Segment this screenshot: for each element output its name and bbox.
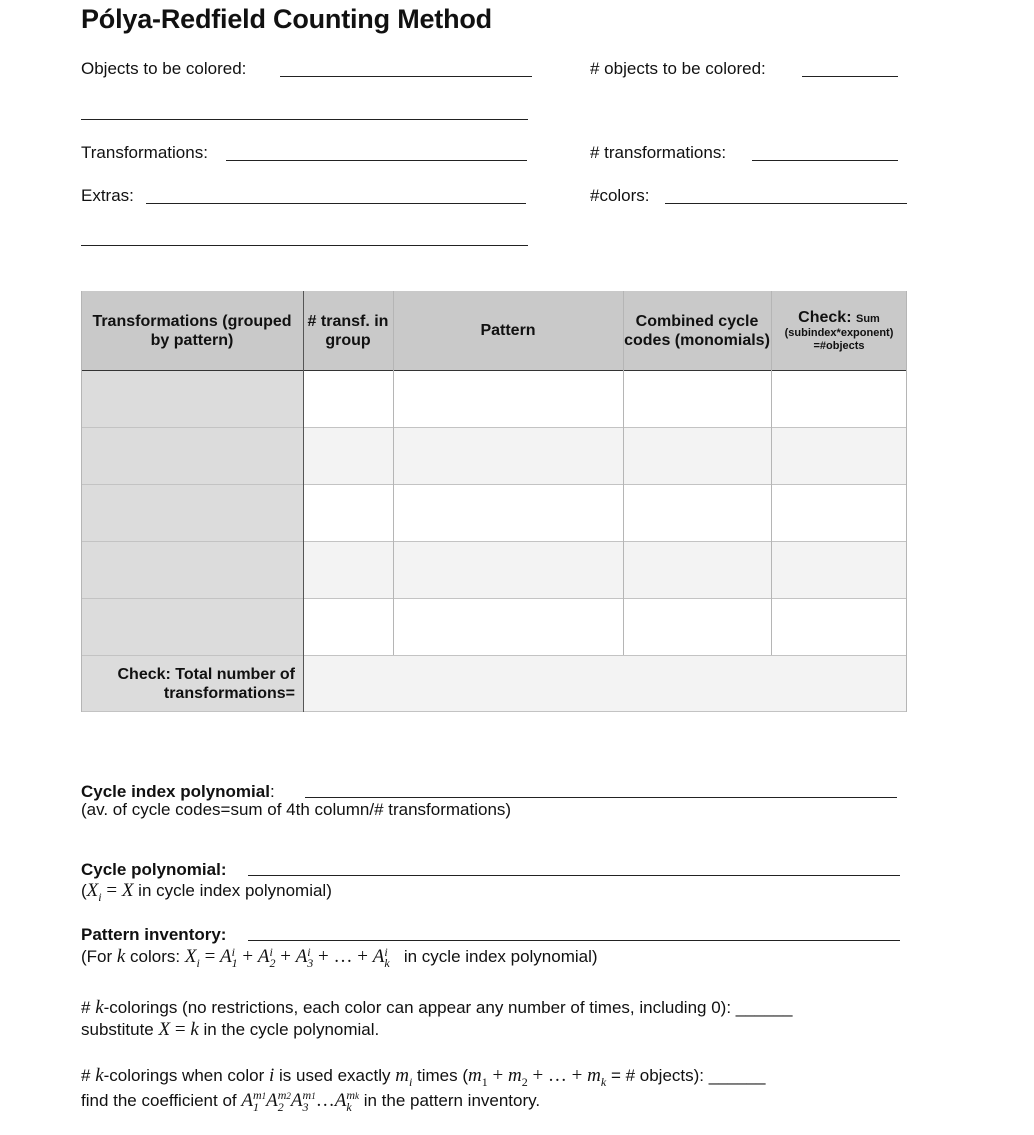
row-divider [81,598,907,599]
header-combined-cycle-codes: Combined cycle codes (monomials) [623,291,771,370]
row-divider [81,484,907,485]
header-divider [81,370,907,371]
header-check-sum: Sum [855,313,880,325]
k-colorings-prefix: # [81,998,96,1017]
row-divider [81,655,907,656]
row-divider [81,541,907,542]
table-left-border [81,291,82,712]
pattern-inventory-note-end: in cycle index polynomial) [403,947,598,966]
row-divider [81,427,907,428]
objects-to-be-colored-label: Objects to be colored: [81,59,247,78]
k-colorings-line2: substitute X = k in the cycle polynomial. [81,1019,380,1040]
table-right-border [906,291,907,712]
column-divider [393,291,394,655]
k-colorings-substitute: substitute [81,1020,159,1039]
m-colorings-find: find the coefficient of [81,1091,242,1110]
cycle-index-blank[interactable] [305,797,897,798]
table-bottom-border [81,711,907,712]
extras-blank[interactable] [146,203,526,204]
transformations-column-body [81,370,303,655]
footer-total-cell[interactable] [303,655,907,712]
num-colors-label: #colors: [590,186,650,205]
header-check-detail: (subindex*exponent) =#objects [784,327,894,352]
m-colorings-line2: find the coefficient of Am1 1 Am2 2 Am1 3 …Amk k in the pattern inventory. [81,1088,541,1115]
header-pattern: Pattern [393,291,623,370]
pattern-inventory-title: Pattern inventory: [81,925,227,944]
pattern-inventory-note: (For k colors: $X_i = Ai$ 1 + Ai 2 + Ai 3 + … + Ai k in cycle index polynomial) [81,944,598,970]
cycle-poly-title: Cycle polynomial: [81,860,227,879]
objects-continuation-blank[interactable] [81,119,528,120]
header-transformations: Transformations (grouped by pattern) [81,291,303,370]
pattern-inventory-note-mid: colors: [125,947,185,966]
num-transformations-label: # transformations: [590,143,727,162]
cycle-index-title: Cycle index polynomial [81,782,270,801]
m-colorings-prefix: # [81,1066,96,1085]
m-colorings-text-c: is used exactly [274,1066,396,1085]
k-colorings-line1: # k-colorings (no restrictions, each color can appear any number of times, including 0): ______ [81,997,793,1018]
m-colorings-text-e: = # objects): ______ [606,1066,766,1085]
objects-to-be-colored-blank[interactable] [280,76,532,77]
cycle-poly-note: ($X_i = X$ in cycle index polynomial) [81,880,332,904]
header-transf-in-group: # transf. in group [303,291,393,370]
cycle-index-colon: : [269,782,275,801]
transformations-blank[interactable] [226,160,527,161]
num-colors-blank[interactable] [665,203,907,204]
pattern-inventory-blank[interactable] [248,940,900,941]
m-colorings-text-d: times ( [412,1066,469,1085]
pattern-inventory-note-start: (For [81,947,117,966]
k-colorings-text: -colorings (no restrictions, each color can appear any number of times, including 0): ______ [103,998,793,1017]
num-objects-blank[interactable] [802,76,898,77]
m-colorings-text-b: -colorings when color [103,1066,269,1085]
column-divider [623,291,624,655]
k-colorings-rest: in the cycle polynomial. [198,1020,380,1039]
footer-total-label: Check: Total number of transformations= [81,655,303,712]
page-title: Pólya-Redfield Counting Method [81,4,492,34]
extras-label: Extras: [81,186,134,205]
m-colorings-rest: in the pattern inventory. [358,1091,541,1110]
cycle-index-note: (av. of cycle codes=sum of 4th column/# transformations) [81,800,512,819]
m-colorings-line1: # k-colorings when color i is used exactly $m_i$ times ($m_1 + m_2$ + … + $m_k$ = # objects): ______ [81,1065,766,1089]
column-divider [771,291,772,655]
cycle-poly-blank[interactable] [248,875,900,876]
num-objects-label: # objects to be colored: [590,59,766,78]
cycle-index-heading [81,782,275,802]
extras-continuation-blank[interactable] [81,245,528,246]
transformations-label: Transformations: [81,143,208,162]
header-check [771,291,907,370]
pattern-table [81,291,907,712]
cycle-poly-note-rest: in cycle index polynomial) [133,881,332,900]
column-divider [303,291,304,712]
num-transformations-blank[interactable] [752,160,898,161]
header-check-label: Check: [798,309,852,326]
